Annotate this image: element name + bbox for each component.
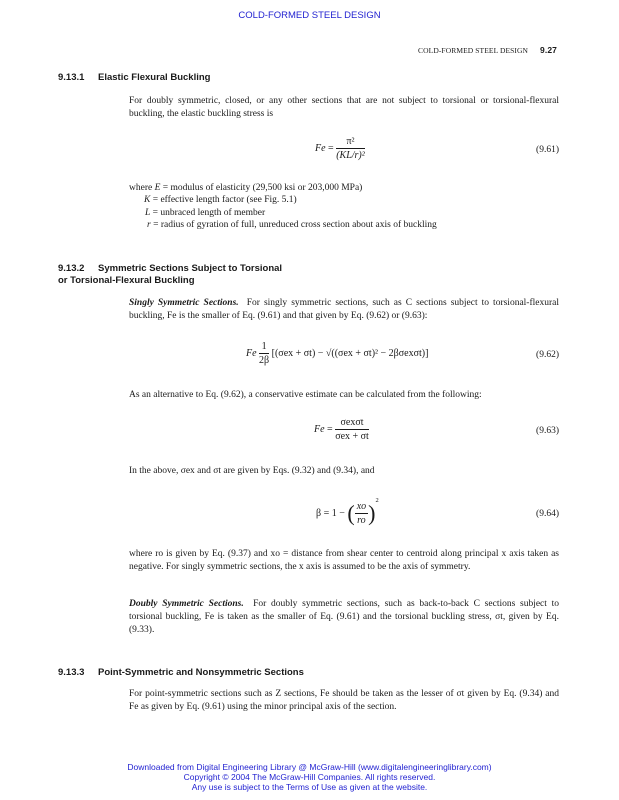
footer-copyright: Copyright © 2004 The McGraw-Hill Companies. All rights reserved.: [183, 772, 436, 782]
eq-fraction: [336, 136, 365, 161]
eq-denominator: ro: [357, 515, 366, 527]
paragraph-text: For doubly symmetric sections, such as back-to-back C sections subject to torsional buckling, Fe is taken as the smaller of Eq. (9.61) and the torsional buckling stress, σt, given by Eq. (9.33).: [129, 599, 559, 635]
equation-number: (9.64): [536, 509, 559, 519]
section-heading-9-13-2: [58, 263, 282, 287]
paragraph-alternative: As an alternative to Eq. (9.62), a conservative estimate can be calculated from the following:: [129, 390, 482, 400]
running-head-title: COLD-FORMED STEEL DESIGN: [418, 46, 529, 55]
definition-item: r = radius of gyration of full, unreduced cross section about axis of buckling: [147, 219, 437, 230]
paragraph-where-ro: where ro is given by Eq. (9.37) and xo = distance from shear center to centroid along principal x axis taken as negative. For singly symmetric sections, the x axis is assumed to be the axis of symmetry.: [129, 549, 559, 572]
footer-terms-link[interactable]: Any use is subject to the Terms of Use as given at the website.: [191, 782, 428, 792]
paragraph-doubly-symmetric: [129, 598, 559, 637]
definition-text: modulus of elasticity (29,500 ksi or 203,000 MPa): [170, 183, 363, 193]
definition-item: K = effective length factor (see Fig. 5.1): [144, 195, 297, 206]
eq-lhs: β: [316, 508, 322, 519]
definition-item: L = unbraced length of member: [145, 207, 266, 218]
eq-body: 1 −: [331, 508, 345, 519]
paragraph-intro: For doubly symmetric, closed, or any other sections that are not subject to torsional or torsional-flexural buckling, the elastic buckling stress is: [129, 96, 559, 119]
eq-fraction: [335, 417, 369, 442]
definition-symbol: E: [154, 183, 161, 193]
paragraph-in-the-above: In the above, σex and σt are given by Eqs. (9.32) and (9.34), and: [129, 466, 375, 476]
eq-body: [(σex + σt) − √((σex + σt)² − 2βσexσt)]: [271, 347, 429, 359]
equation-9-64: β = 1 − ( $\frac{xo}{ro}$ )$^2$: [316, 497, 379, 527]
equation-9-62: [246, 341, 428, 366]
section-number: 9.13.1: [58, 72, 85, 83]
section-heading-9-13-1: [58, 72, 210, 83]
section-number: 9.13.2: [58, 263, 85, 274]
paragraph-text: For singly symmetric sections, such as C sections subject to torsional-flexural buckling, Fe is the smaller of Eq. (9.61) and that given by Eq. (9.62) or (9.63):: [129, 298, 559, 321]
definition-symbol: r: [147, 219, 151, 230]
section-title: Point-Symmetric and Nonsymmetric Sections: [98, 667, 304, 678]
definition-symbol: K: [144, 195, 151, 206]
eq-denominator: 2β: [259, 355, 270, 366]
equation-number: (9.63): [536, 426, 559, 436]
definition-text: radius of gyration of full, unreduced cross section about axis of buckling: [160, 219, 437, 230]
eq-lhs: Fe: [246, 347, 257, 359]
paragraph-point-symmetric: For point-symmetric sections such as Z sections, Fe should be taken as the lesser of σt given by Eq. (9.34) and Fe as given by Eq. (9.61) using the minor principal axis of the section.: [129, 689, 559, 712]
section-title: Symmetric Sections Subject to Torsional: [98, 263, 283, 274]
eq-denominator: σex + σt: [335, 431, 369, 442]
footer-download-link[interactable]: Downloaded from Digital Engineering Library @ McGraw-Hill (www.digitalengineeringlibrary.com): [127, 762, 492, 772]
top-banner: COLD-FORMED STEEL DESIGN: [238, 10, 381, 21]
eq-numerator: π²: [336, 136, 365, 149]
eq-paren-left: (: [347, 500, 355, 526]
definition-symbol: L: [145, 207, 151, 218]
page-number: 9.27: [540, 45, 557, 55]
eq-fraction: [259, 341, 269, 366]
eq-numerator: xo: [356, 501, 367, 513]
equation-number: (9.62): [536, 350, 559, 360]
eq-numerator: σexσt: [335, 417, 369, 430]
eq-denominator: (KL/r)²: [336, 150, 365, 161]
definition-item: where E = modulus of elasticity (29,500 ksi or 203,000 MPa): [129, 183, 363, 193]
section-number: 9.13.3: [58, 667, 85, 678]
definition-text: unbraced length of member: [160, 207, 266, 218]
section-title-continued: or Torsional-Flexural Buckling: [58, 275, 195, 286]
footer-notice: [0, 762, 619, 792]
equation-9-63: Fe = $\frac{\text{σexσt}}{\text{σex + σt}}$: [314, 417, 369, 442]
definitions-list: [129, 182, 437, 231]
eq-numerator: 1: [259, 341, 269, 354]
paragraph-lead: Doubly Symmetric Sections.: [129, 599, 244, 609]
eq-lhs: Fe: [315, 142, 326, 154]
eq-lhs: Fe: [314, 423, 325, 435]
definition-text: effective length factor (see Fig. 5.1): [160, 195, 297, 206]
running-head: [418, 45, 557, 55]
equation-number: (9.61): [536, 145, 559, 155]
section-heading-line: [58, 263, 282, 275]
eq-paren-right: ): [368, 500, 376, 526]
equation-9-61: Fe = $\frac{\text{π²}}{\text{(KL/r)²}}$: [315, 136, 365, 161]
definitions-lead: where: [129, 183, 153, 193]
section-title: Elastic Flexural Buckling: [98, 72, 211, 83]
paragraph-lead: Singly Symmetric Sections.: [129, 298, 239, 308]
eq-exponent: 2: [375, 497, 379, 504]
section-heading-9-13-3: [58, 667, 304, 678]
eq-fraction: [355, 501, 368, 526]
paragraph-singly-symmetric: [129, 297, 559, 323]
